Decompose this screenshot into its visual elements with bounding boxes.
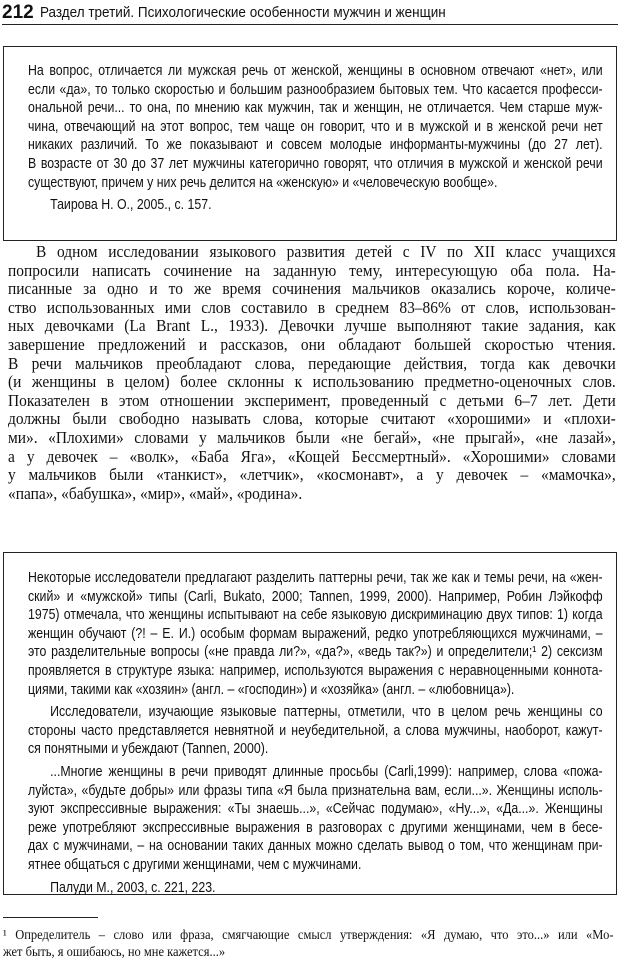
quote-box-2-text [28,569,603,897]
text-line: В речи мальчиков преобладают слова, передающие действия, тогда как девочки [8,354,616,373]
running-head: Раздел третий. Психологические особенности мужчин и женщин [40,4,446,21]
text-line: у мальчиков были «танкист», «летчик», «космонавт», а у девочек – «мамочка», [8,466,616,485]
text-line: дах с мужчинами, – на основании таких данных можно сделать вывод о том, что женщинам при- [28,838,603,855]
text-line: (и женщины в целом) более склонны к использованию предметно-оценочных слов. [8,373,616,392]
text-line: ми». «Плохими» словами у мальчиков были «не бегай», «не прыгай», «не лазай», [8,428,616,447]
main-paragraph [8,243,616,503]
text-line: никаких различий. То же показывают и совсем молодые информанты-мужчины (до 27 лет). [28,137,603,154]
text-line: попросили написать сочинение на заданную тему, интересующую оба пола. На- [8,261,616,280]
text-line: существуют, причем у них речь делится на «женскую» и «человеческую вообще». [28,174,498,191]
text-line: ных девочками (La Brant L., 1933). Девочки лучше выполняют такие задания, как [8,317,616,336]
text-line: На вопрос, отличается ли мужская речь от женской, женщины в основном отвечают «нет», или [28,63,603,79]
quote-box-2 [3,552,617,895]
page-number: 212 [2,2,34,23]
text-line: писанные за одно и то же время сочинения мальчиков оказались короче, количе- [8,280,616,299]
text-line: циями, такими как «хозяин» (англ. – «господин») и «хозяйка» (англ. – «любовница»). [28,681,515,698]
text-line: зуют экспрессивные выражения: «Ты знаешь...», «Сейчас подумаю», «Ну...», «Да...». Женщины [28,801,603,818]
text-line: Исследователи, изучающие языковые паттерны, отметили, что в целом речь женщины со [50,704,603,721]
text-line: Некоторые исследователи предлагают разделить паттерны речи, так же как и темы речи, на «жен- [28,570,603,586]
text-line: реже употребляют экспрессивные выражения в разговорах с другими женщинами, чем в бесе- [28,819,603,836]
text-line: если «да», то только скоростью и большим разнообразием бытовых тем. Что касается професси- [28,81,603,98]
text-line: ский» и «мужской» типы (Carli, Bukato, 2000; Tannen, 1999, 2000). Например, Робин Лэйкофф [28,588,603,605]
citation: Палуди М., 2003, с. 221, 223. [50,879,216,896]
text-line: луйста», «будьте добры» или фразы типа «Я была признательна вам, если...». Женщины исполь- [28,782,603,799]
citation: Таирова Н. О., 2005., с. 157. [50,197,212,214]
footnote-line: жет быть, я ошибаюсь, но мне кажется...» [3,944,226,959]
footnote [3,926,614,960]
text-line: проявляется в структуре языка: например, используются выражения с неравноценными коннота- [28,662,603,679]
text-line: Показателен в этом отношении эксперимент, проведенный с детьми 6–7 лет. Дети [8,391,616,410]
page-header [2,0,618,25]
text-line: а у девочек – «волк», «Баба Яга», «Кощей Бессмертный». «Хорошими» словами [8,447,616,466]
text-line: В возрасте от 30 до 37 лет мужчины категорично говорят, что отличия в мужской и женской речи [28,155,603,172]
footnote-divider [3,917,98,918]
text-line: «папа», «бабушка», «мир», «май», «родина». [8,484,303,503]
quote-box-1 [3,46,617,241]
text-line: ятнее общаться с другими женщинами, чем с мужчинами. [28,856,362,873]
text-line: стороны часто представляется невнятной и неубедительной, а слова мужчины, наоборот, кажут- [28,722,603,739]
footnote-line: ¹ Определитель – слово или фраза, смягчающие смысл утверждения: «Я думаю, что это...» или «Мо- [3,927,614,942]
text-line: 1975) отмечала, что женщины испытывают на себе языковую дискриминацию двух типов: 1) когда [28,607,603,624]
text-line: это разделительные вопросы («не правда ли?», «да?», «ведь так?») и определители;¹ 2) сексизм [28,644,603,661]
text-line: должны были свободно называть слова, которые считают «хорошими» и «плохи- [8,410,616,429]
text-line: В одном исследовании языкового развития детей с IV по XII класс учащихся [36,243,616,261]
text-line: завершение предложений и рассказов, они обладают большей скоростью чтения. [8,335,616,354]
text-line: женщин обучают (?! – Е. И.) особым формам выражений, редко употребляющихся мужчинами, – [28,625,603,642]
text-line: ство использованных ими слов составило в среднем 83–86% от слов, использован- [8,298,616,317]
text-line: ся понятными и убеждают (Tannen, 2000). [28,741,269,758]
text-line: ональной речи... то она, по мнению как мужчин, так и женщин, не отличается. Чем старше муж- [28,100,603,117]
quote-box-1-text [28,62,603,215]
text-line: чина, отвечающий на этот вопрос, тем чаще он говорит, что и в мужской и в женской речи нет [28,118,603,135]
text-line: ...Многие женщины в речи приводят длинные просьбы (Carli,1999): например, слова «пожа- [50,763,603,780]
